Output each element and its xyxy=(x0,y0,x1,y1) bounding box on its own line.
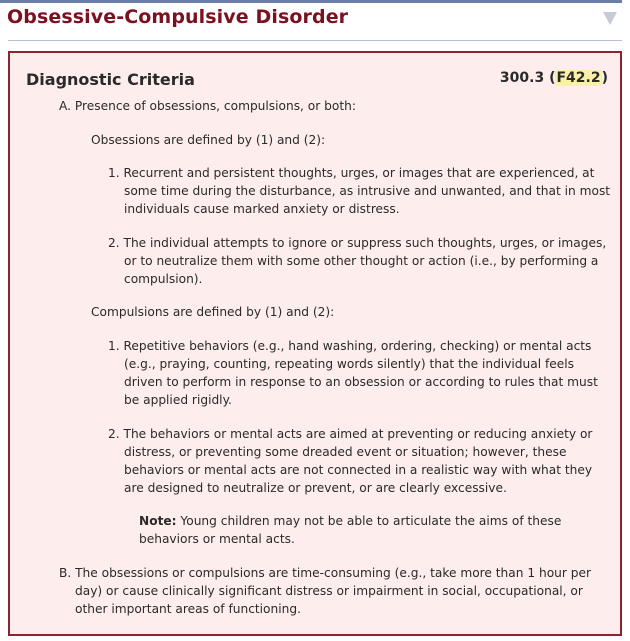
note-text: Young children may not be able to articulate the aims of these xyxy=(176,514,562,528)
icd-close-paren: ) xyxy=(601,70,608,86)
compulsion-2-line-4: are designed to neutralize or prevent, or are clearly excessive. xyxy=(124,481,507,495)
note-line-1 xyxy=(139,512,561,530)
top-rule xyxy=(0,0,622,3)
compulsion-1-line-2: (e.g., praying, counting, repeating words silently) that the individual feels xyxy=(124,357,575,371)
icd-open-paren: ( xyxy=(549,70,556,86)
compulsion-1-line-1: 1. Repetitive behaviors (e.g., hand washing, ordering, checking) or mental acts xyxy=(108,339,592,353)
page-title: Obsessive-Compulsive Disorder xyxy=(7,6,349,28)
note-label: Note: xyxy=(139,514,177,528)
compulsion-1-line-3: driven to perform in response to an obsession or according to rules that must xyxy=(124,375,598,389)
criterion-b-line-1: B. The obsessions or compulsions are time-consuming (e.g., take more than 1 hour per xyxy=(59,566,592,580)
obsession-2-line-1: 2. The individual attempts to ignore or suppress such thoughts, urges, or images, xyxy=(108,236,607,250)
compulsion-2-line-1: 2. The behaviors or mental acts are aimed at preventing or reducing anxiety or xyxy=(108,427,593,441)
dsm-code: 300.3 xyxy=(499,70,545,86)
compulsion-2-line-2: distress, or preventing some dreaded event or situation; however, these xyxy=(124,445,567,459)
criteria-heading: Diagnostic Criteria xyxy=(26,70,195,89)
obsession-2-line-2: or to neutralize them with some other thought or action (i.e., by performing a xyxy=(124,254,599,268)
compulsions-intro: Compulsions are defined by (1) and (2): xyxy=(91,305,335,319)
compulsion-2-line-3: behaviors or mental acts are not connected in a realistic way with what they xyxy=(124,463,593,477)
criterion-b-line-2: day) or cause clinically significant distress or impairment in social, occupational, or xyxy=(75,584,583,598)
compulsion-1-line-4: be applied rigidly. xyxy=(124,393,232,407)
icd10-code: F42.2 xyxy=(556,70,601,86)
obsession-1-line-1: 1. Recurrent and persistent thoughts, urges, or images that are experienced, at xyxy=(108,166,595,180)
obsession-1-line-3: individuals cause marked anxiety or distress. xyxy=(124,202,400,216)
obsession-1-line-2: some time during the disturbance, as intrusive and unwanted, and that in most xyxy=(124,184,611,198)
title-divider xyxy=(8,40,622,41)
criterion-b-line-3: other important areas of functioning. xyxy=(75,602,301,616)
obsession-2-line-3: compulsion). xyxy=(124,272,203,286)
diagnostic-codes xyxy=(500,70,608,86)
criterion-a-heading: A. Presence of obsessions, compulsions, or both: xyxy=(59,99,356,113)
note-line-2: behaviors or mental acts. xyxy=(139,532,295,546)
diagnostic-criteria-panel xyxy=(8,51,622,636)
obsessions-intro: Obsessions are defined by (1) and (2): xyxy=(91,133,326,147)
collapse-triangle-icon[interactable] xyxy=(603,12,617,25)
